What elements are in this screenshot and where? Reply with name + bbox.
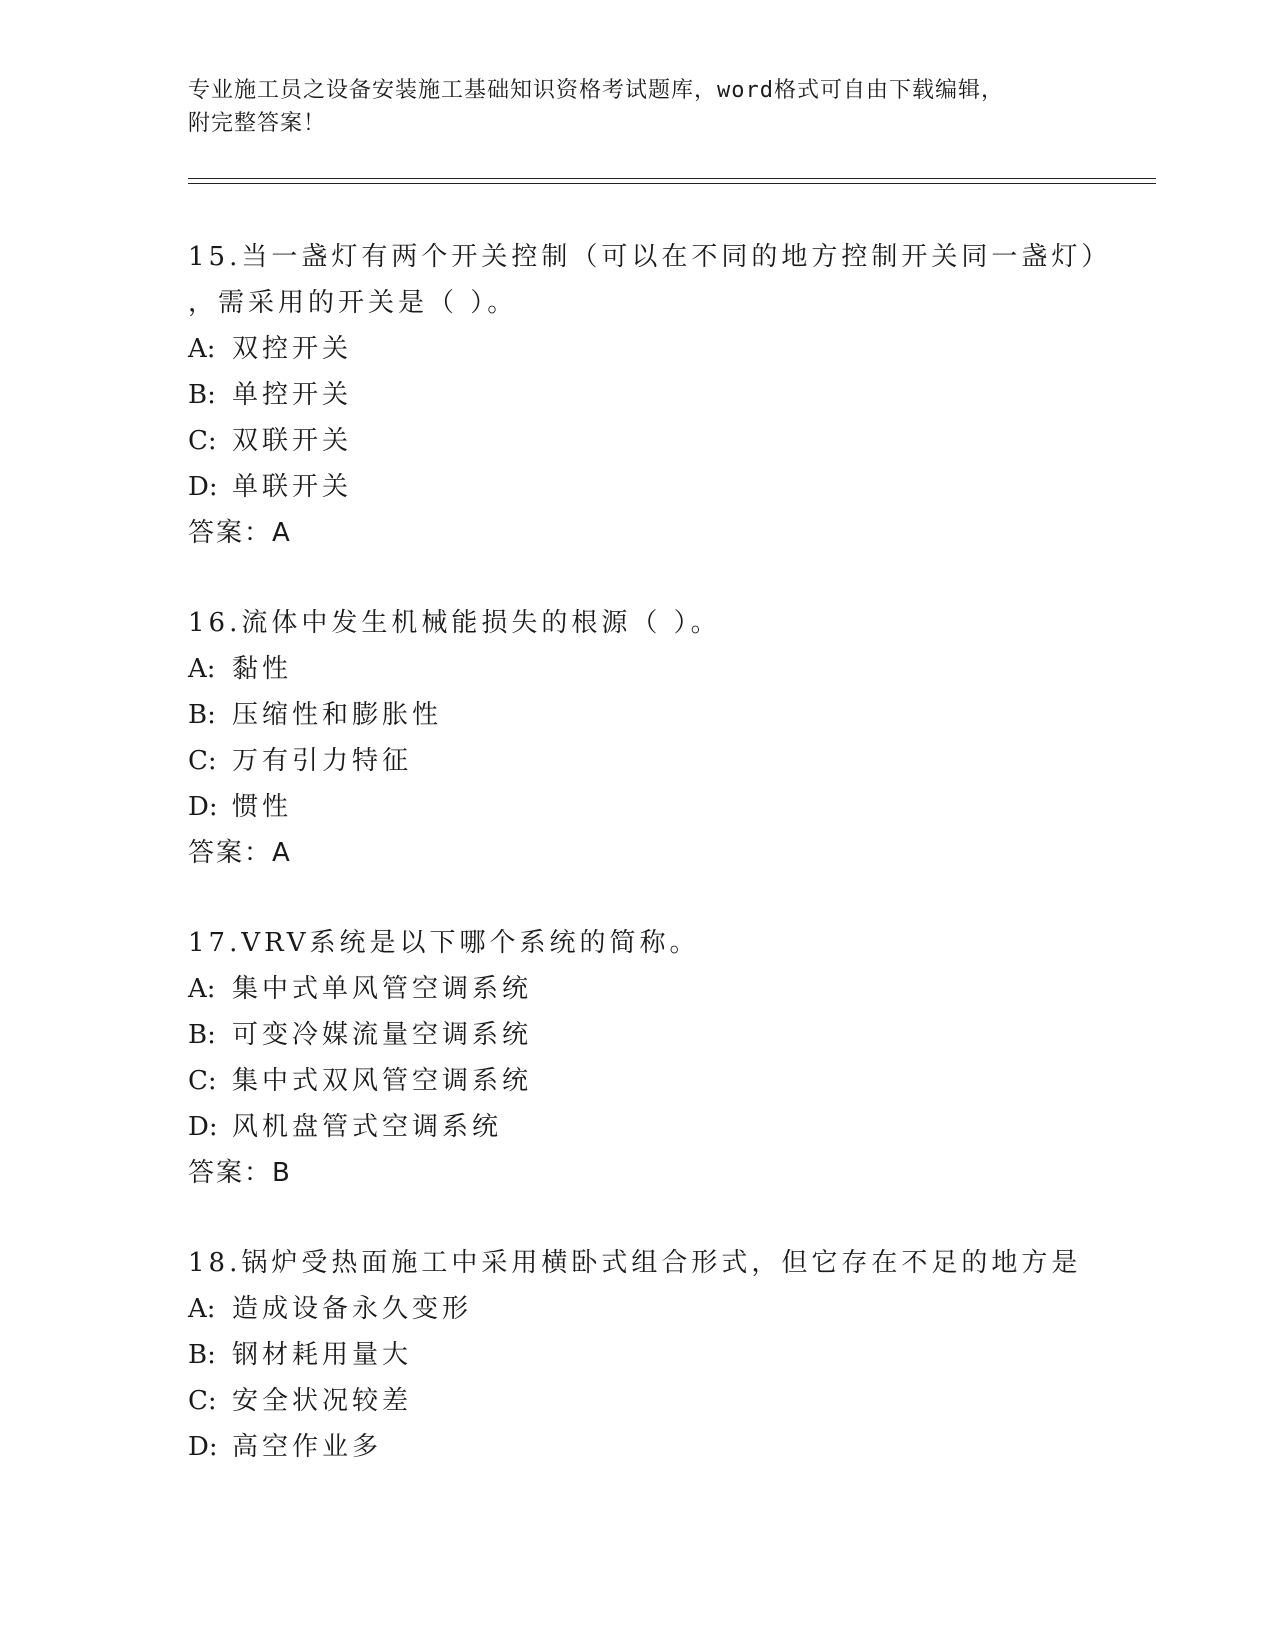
header-divider-top: [188, 178, 1156, 179]
option-a: [188, 326, 1088, 372]
option-text: 黏性: [232, 654, 293, 684]
option-key: D:: [188, 1112, 218, 1142]
answer-line: 答案：A: [188, 838, 292, 868]
option-d: [188, 1424, 1088, 1470]
option-text: 单控开关: [232, 380, 353, 410]
option-key: C:: [188, 746, 217, 776]
option-c: [188, 1058, 1088, 1104]
option-text: 高空作业多: [232, 1432, 383, 1462]
question-text: 18.锅炉受热面施工中采用横卧式组合形式，但它存在不足的地方是: [188, 1248, 1082, 1278]
option-c: [188, 738, 1088, 784]
answer-line: 答案：A: [188, 518, 292, 548]
header-line-2: 附完整答案！: [188, 111, 327, 136]
option-key: C:: [188, 1386, 217, 1416]
question-16: [188, 600, 1088, 876]
option-text: 安全状况较差: [232, 1386, 413, 1416]
option-key: B:: [188, 1020, 216, 1050]
option-key: B:: [188, 700, 216, 730]
option-text: 风机盘管式空调系统: [232, 1112, 503, 1142]
question-text: 17.VRV系统是以下哪个系统的简称。: [188, 928, 700, 958]
document-header: [188, 74, 1068, 140]
option-key: A:: [188, 1294, 216, 1324]
option-key: D:: [188, 472, 218, 502]
answer-line: 答案：B: [188, 1158, 292, 1188]
question-text: 15.当一盏灯有两个开关控制（可以在不同的地方控制开关同一盏灯）: [188, 242, 1112, 272]
option-a: [188, 646, 1088, 692]
option-text: 压缩性和膨胀性: [232, 700, 443, 730]
option-d: [188, 1104, 1088, 1150]
option-b: [188, 1012, 1088, 1058]
option-text: 可变冷媒流量空调系统: [232, 1020, 533, 1050]
question-text: 16.流体中发生机械能损失的根源（ ）。: [188, 608, 721, 638]
option-text: 双控开关: [232, 334, 353, 364]
option-key: C:: [188, 1066, 217, 1096]
option-c: [188, 1378, 1088, 1424]
option-key: A:: [188, 334, 216, 364]
option-key: A:: [188, 974, 216, 1004]
option-text: 单联开关: [232, 472, 353, 502]
option-key: A:: [188, 654, 216, 684]
question-text-continued: ，需采用的开关是（ ）。: [188, 288, 518, 318]
option-key: D:: [188, 792, 218, 822]
option-a: [188, 1286, 1088, 1332]
option-d: [188, 464, 1088, 510]
option-text: 惯性: [232, 792, 293, 822]
option-key: B:: [188, 1340, 216, 1370]
option-text: 钢材耗用量大: [232, 1340, 413, 1370]
question-15: [188, 234, 1112, 556]
option-key: B:: [188, 380, 216, 410]
option-text: 万有引力特征: [232, 746, 413, 776]
option-text: 双联开关: [232, 426, 353, 456]
question-17: [188, 920, 1088, 1196]
option-a: [188, 966, 1088, 1012]
option-text: 集中式双风管空调系统: [232, 1066, 533, 1096]
question-18: [188, 1240, 1088, 1470]
option-b: [188, 372, 1088, 418]
header-line-1: 专业施工员之设备安装施工基础知识资格考试题库，word格式可自由下载编辑，: [188, 78, 1004, 103]
option-b: [188, 1332, 1088, 1378]
option-d: [188, 784, 1088, 830]
option-c: [188, 418, 1088, 464]
option-text: 造成设备永久变形: [232, 1294, 473, 1324]
option-key: C:: [188, 426, 217, 456]
option-text: 集中式单风管空调系统: [232, 974, 533, 1004]
option-b: [188, 692, 1088, 738]
option-key: D:: [188, 1432, 218, 1462]
header-divider-bottom: [188, 183, 1156, 184]
